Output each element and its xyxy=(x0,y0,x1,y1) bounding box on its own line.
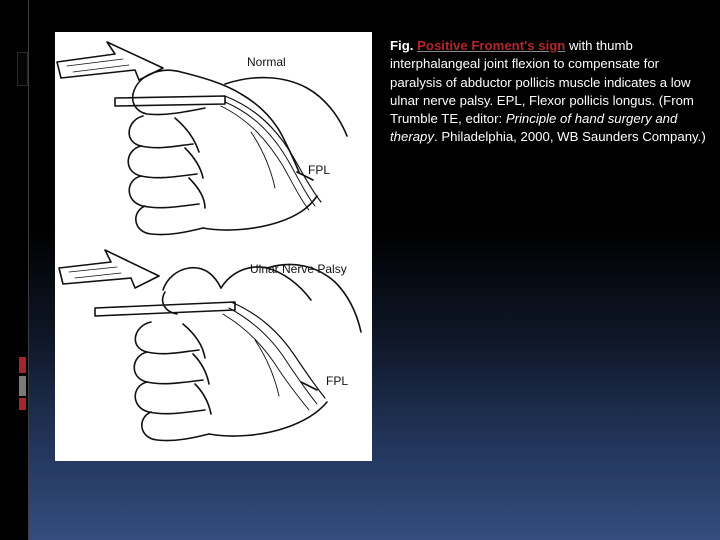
fingers-top xyxy=(129,116,193,148)
caption-body-text: with thumb interphalangeal joint flexion to compensate for paralysis of abductor pollicis muscle indicates a low ulnar nerve palsy. EPL, Flexor pollicis longus. (From Trumble TE, editor: xyxy=(390,38,694,127)
caption-book-title: Principle of hand surgery and therapy xyxy=(390,111,678,145)
accent-bar-red-small xyxy=(19,398,26,410)
fpl-label-bottom: FPL xyxy=(326,374,349,388)
caption-froment-sign: Positive Froment's sign xyxy=(417,38,566,53)
froment-sign-illustration xyxy=(55,32,372,461)
hand-drawing-svg xyxy=(55,32,372,461)
accent-bar-red xyxy=(19,357,26,373)
thumb-bottom xyxy=(163,268,221,290)
caption-fig-label: Fig. xyxy=(390,38,414,53)
fpl-label-top: FPL xyxy=(308,163,331,177)
fingers-bottom xyxy=(135,322,199,354)
thumb-top xyxy=(133,70,299,172)
normal-label: Normal xyxy=(247,55,286,69)
paper-strip-bottom xyxy=(95,302,235,316)
figure-caption xyxy=(390,37,708,147)
caption-publisher-text: . Philadelphia, 2000, WB Saunders Company.) xyxy=(434,129,706,145)
paper-strip-top xyxy=(115,96,225,106)
pull-arrow-bottom xyxy=(59,250,159,288)
ulnar-nerve-palsy-label: Ulnar Nerve Palsy xyxy=(250,262,347,276)
accent-bar-gray xyxy=(19,376,26,396)
left-decorative-strip xyxy=(0,0,29,540)
accent-bar-dark xyxy=(17,52,28,86)
